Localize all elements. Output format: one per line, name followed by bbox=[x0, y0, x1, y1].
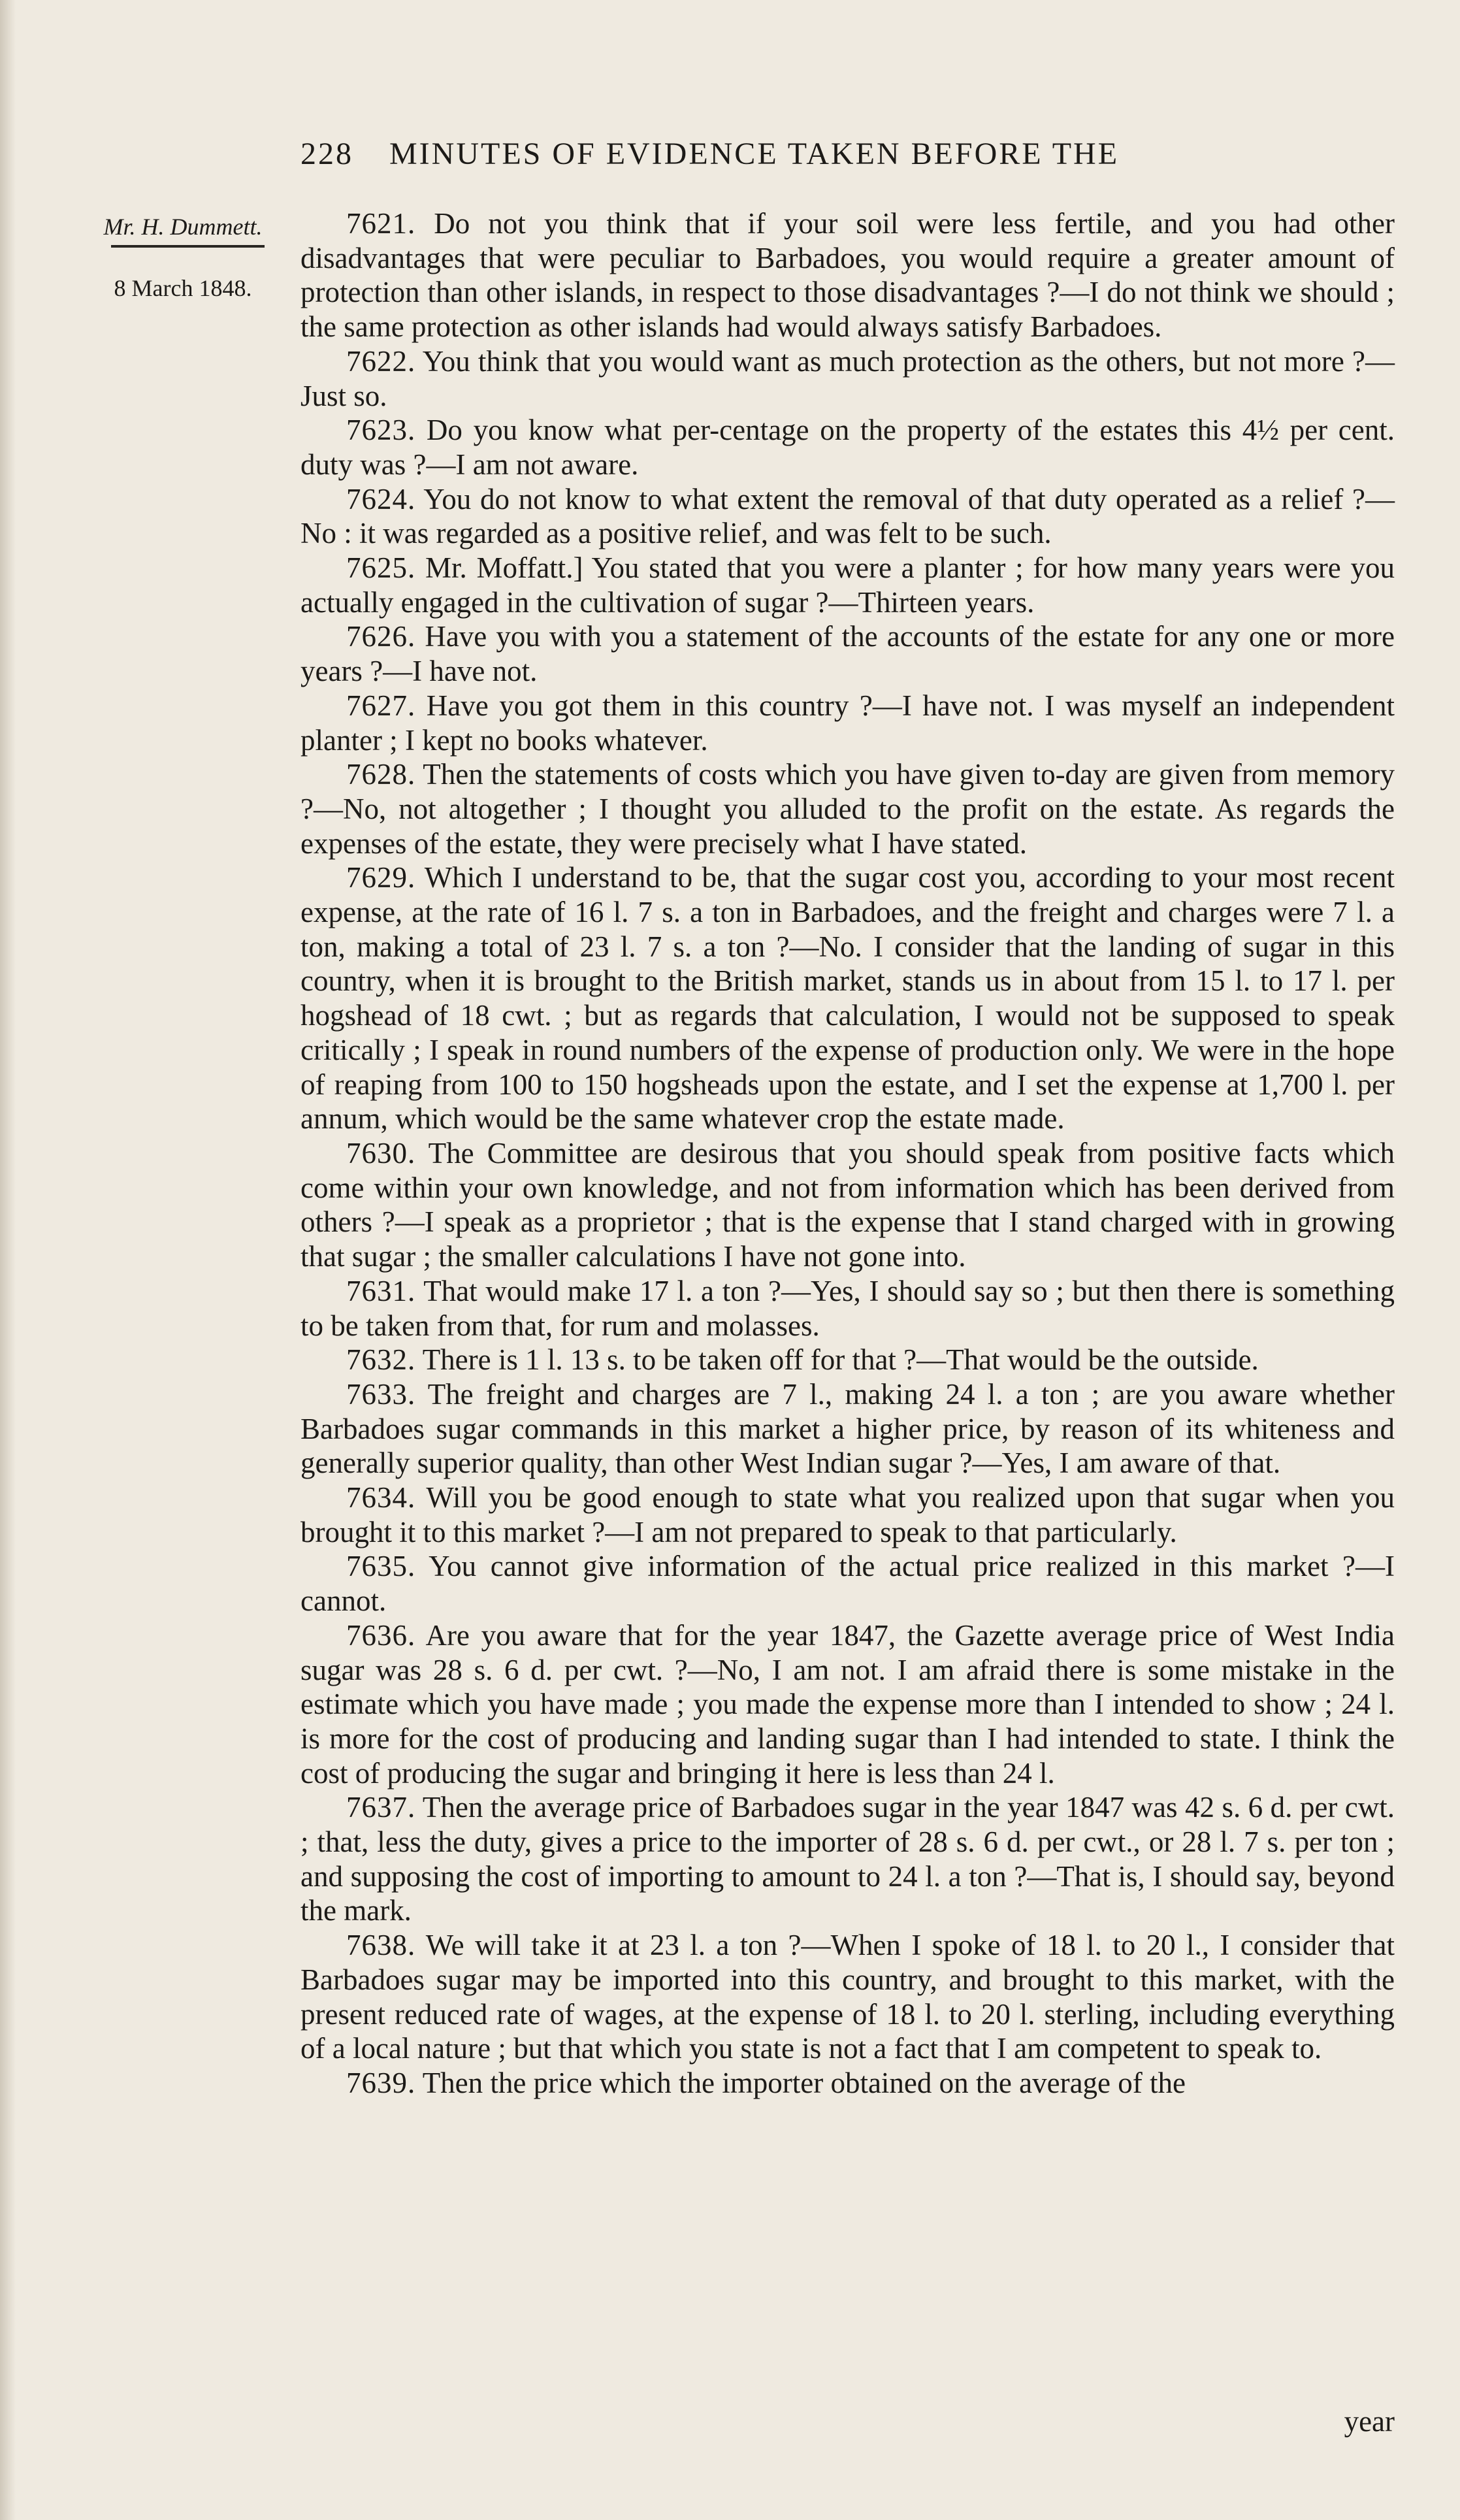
page-number: 228 bbox=[300, 137, 353, 171]
question-text: Have you with you a statement of the accounts of the estate for any one or more years ?—I have not. bbox=[300, 620, 1395, 688]
question-text: There is 1 l. 13 s. to be taken off for that ?—That would be the outside. bbox=[422, 1343, 1259, 1377]
question-number: 7634. bbox=[346, 1481, 416, 1514]
question-number: 7624. bbox=[346, 482, 416, 515]
question-paragraph bbox=[300, 689, 1395, 757]
question-text: Are you aware that for the year 1847, the Gazette average price of West India sugar was 28 s. 6 d. per cwt. ?—No, I am not. I am afraid there is some mistake in the estimate which you have made ; you made the expense more than I intended to show ; 24 l. is more for the cost of producing and landing sugar than I had intended to state. I think the cost of producing the sugar and bringing it here is less than 24 l. bbox=[300, 1618, 1395, 1790]
question-paragraph bbox=[300, 1790, 1395, 1928]
page-header bbox=[300, 136, 1398, 172]
question-number: 7625. bbox=[346, 551, 416, 585]
question-paragraph bbox=[300, 1549, 1395, 1618]
question-number: 7627. bbox=[346, 689, 416, 722]
question-text: Then the average price of Barbadoes sugar in the year 1847 was 42 s. 6 d. per cwt. ; that, less the duty, gives a price to the importer of 28 s. 6 d. per cwt., or 28 l. 7 s. per ton ; and supposing the cost of importing to amount to 24 l. a ton ?—That is, I should say, beyond the mark. bbox=[300, 1791, 1395, 1927]
question-paragraph bbox=[300, 1274, 1395, 1343]
question-number: 7633. bbox=[346, 1377, 416, 1411]
question-text: The freight and charges are 7 l., making 24 l. a ton ; are you aware whether Barbadoes sugar commands in this market a higher price, by reason of its whiteness and generally superior quality, than other West Indian sugar ?—Yes, I am aware of that. bbox=[300, 1377, 1395, 1480]
question-paragraph bbox=[300, 1377, 1395, 1481]
question-number: 7629. bbox=[346, 861, 416, 894]
question-paragraph bbox=[300, 1928, 1395, 2066]
question-paragraph bbox=[300, 206, 1395, 344]
question-paragraph bbox=[300, 1618, 1395, 1791]
question-text: Will you be good enough to state what you realized upon that sugar when you brought it to this market ?—I am not prepared to speak to that particularly. bbox=[300, 1481, 1395, 1548]
question-number: 7631. bbox=[346, 1274, 416, 1307]
question-paragraph bbox=[300, 413, 1395, 482]
margin-date: 8 March 1848. bbox=[114, 275, 252, 301]
question-number: 7623. bbox=[346, 414, 416, 447]
question-paragraph bbox=[300, 2066, 1395, 2101]
question-paragraph bbox=[300, 860, 1395, 1136]
question-number: 7622. bbox=[346, 344, 416, 378]
question-text: You cannot give information of the actual price realized in this market ?—I cannot. bbox=[300, 1550, 1395, 1618]
question-number: 7635. bbox=[346, 1550, 416, 1583]
question-number: 7630. bbox=[346, 1136, 416, 1170]
question-paragraph bbox=[300, 551, 1395, 619]
question-paragraph bbox=[300, 1481, 1395, 1549]
margin-rule bbox=[111, 245, 265, 248]
question-text: Mr. Moffatt.] You stated that you were a planter ; for how many years were you actually engaged in the cultivation of sugar ?—Thirteen years. bbox=[300, 551, 1395, 619]
question-text: You do not know to what extent the removal of that duty operated as a relief ?—No : it was regarded as a positive relief, and was felt to be such. bbox=[300, 482, 1395, 550]
question-text: The Committee are desirous that you should speak from positive facts which come within your own knowledge, and not from information which has been derived from others ?—I speak as a proprietor ; that is the expense that I stand charged with in growing that sugar ; the smaller calculations I have not gone into. bbox=[300, 1136, 1395, 1273]
question-paragraph bbox=[300, 619, 1395, 688]
question-text: Have you got them in this country ?—I have not. I was myself an independent planter ; I kept no books whatever. bbox=[300, 689, 1395, 757]
question-text: Do not you think that if your soil were less fertile, and you had other disadvantages that were peculiar to Barbadoes, you would require a greater amount of protection than other islands, in respect to those disadvantages ?—I do not think we should ; the same protection as other islands had would always satisfy Barbadoes. bbox=[300, 207, 1395, 344]
question-text: Then the statements of costs which you have given to-day are given from memory ?—No, not altogether ; I thought you alluded to the profit on the estate. As regards the expenses of the estate, they were precisely what I have stated. bbox=[300, 758, 1395, 860]
question-number: 7621. bbox=[346, 207, 416, 240]
evidence-body bbox=[300, 206, 1395, 2101]
question-number: 7626. bbox=[346, 620, 416, 653]
question-text: Do you know what per-centage on the property of the estates this 4½ per cent. duty was ?—I am not aware. bbox=[300, 414, 1395, 481]
question-number: 7628. bbox=[346, 758, 416, 791]
question-text: We will take it at 23 l. a ton ?—When I spoke of 18 l. to 20 l., I consider that Barbadoes sugar may be imported into this country, and brought to this market, with the present reduced rate of wages, at the expense of 18 l. to 20 l. sterling, including everything of a local nature ; but that which you state is not a fact that I am competent to speak to. bbox=[300, 1929, 1395, 2065]
question-text: Then the price which the importer obtained on the average of the bbox=[422, 2066, 1186, 2099]
question-number: 7639. bbox=[346, 2066, 416, 2099]
catchword: year bbox=[1344, 2405, 1395, 2438]
question-paragraph bbox=[300, 757, 1395, 860]
running-title: MINUTES OF EVIDENCE TAKEN BEFORE THE bbox=[389, 137, 1120, 171]
question-paragraph bbox=[300, 1343, 1395, 1377]
question-text: That would make 17 l. a ton ?—Yes, I should say so ; but then there is something to be taken from that, for rum and molasses. bbox=[300, 1274, 1395, 1342]
question-paragraph bbox=[300, 482, 1395, 551]
question-number: 7632. bbox=[346, 1343, 416, 1377]
question-number: 7636. bbox=[346, 1618, 416, 1652]
question-text: Which I understand to be, that the sugar cost you, according to your most recent expense, at the rate of 16 l. 7 s. a ton in Barbadoes, and the freight and charges were 7 l. a ton, making a total of 23 l. 7 s. a ton ?—No. I consider that the landing of sugar in this country, when it is brought to the British market, stands us in about from 15 l. to 17 l. per hogshead of 18 cwt. ; but as regards that calculation, I would not be supposed to speak critically ; I speak in round numbers of the expense of production only. We were in the hope of reaping from 100 to 150 hogsheads upon the estate, and I set the expense at 1,700 l. per annum, which would be the same whatever crop the estate made. bbox=[300, 861, 1395, 1136]
question-number: 7638. bbox=[346, 1929, 416, 1962]
margin-witness-name: Mr. H. Dummett. bbox=[103, 214, 263, 240]
page-edge bbox=[0, 0, 16, 2520]
question-number: 7637. bbox=[346, 1791, 416, 1824]
question-paragraph bbox=[300, 344, 1395, 413]
question-paragraph bbox=[300, 1136, 1395, 1274]
question-text: You think that you would want as much protection as the others, but not more ?—Just so. bbox=[300, 344, 1395, 412]
